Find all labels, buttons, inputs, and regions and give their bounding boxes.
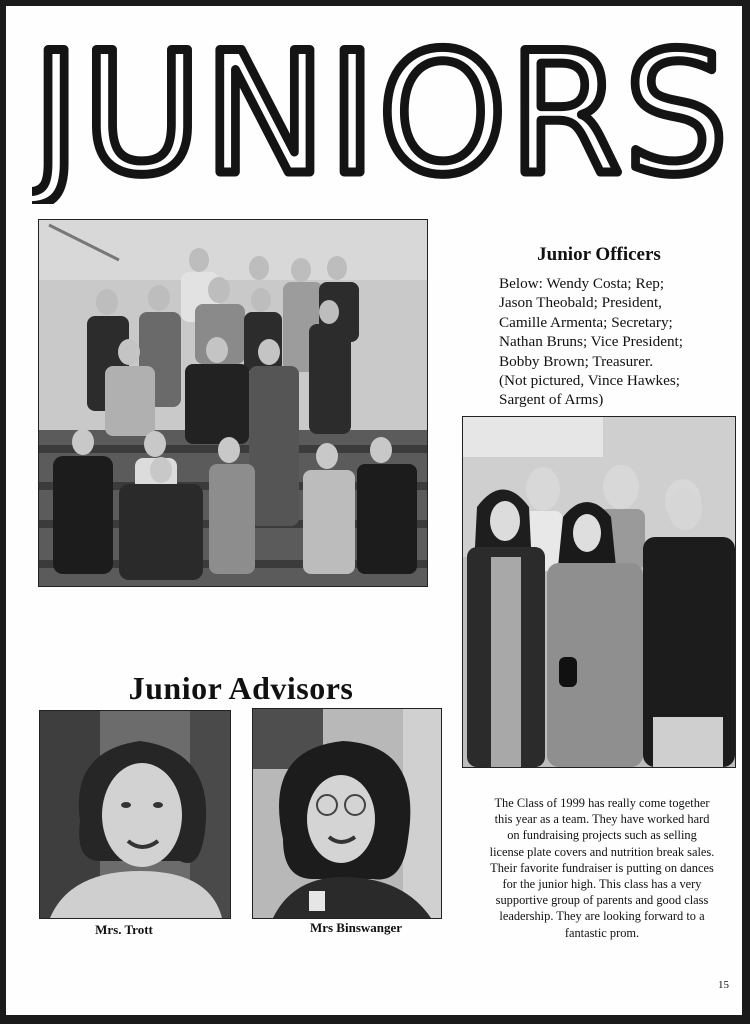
- officers-line: Camille Armenta; Secretary;: [499, 313, 673, 331]
- blurb-line: supportive group of parents and good class: [495, 893, 709, 908]
- blurb-line: fantastic prom.: [564, 925, 640, 940]
- advisor-caption-trott: Mrs. Trott: [95, 922, 153, 937]
- officers-line: Sargent of Arms): [499, 391, 604, 409]
- blurb-line: license plate covers and nutrition break sales.: [489, 844, 715, 859]
- officers-line: Below: Wendy Costa; Rep;: [499, 275, 665, 292]
- officers-photo: [462, 416, 736, 768]
- page-number: 15: [718, 979, 729, 991]
- page-title: [32, 34, 732, 204]
- officers-heading: Junior Officers: [537, 244, 661, 265]
- class-blurb: [468, 795, 736, 941]
- officers-line: (Not pictured, Vince Hawkes;: [499, 372, 681, 390]
- page-title-text: JUNIORS: [32, 34, 731, 204]
- blurb-line: leadership. They are looking forward to a: [499, 909, 705, 924]
- blurb-line: this year as a team. They have worked hard: [494, 812, 710, 827]
- advisor-binswanger-photo: [252, 708, 442, 919]
- advisors-heading: Junior Advisors: [128, 670, 354, 706]
- officers-line: Jason Theobald; President,: [499, 294, 662, 312]
- class-group-photo: [38, 219, 428, 587]
- blurb-line: on fundraising projects such as selling: [507, 828, 697, 843]
- officers-line: Bobby Brown; Treasurer.: [499, 352, 653, 370]
- page-sheet: [6, 6, 742, 1015]
- advisor-caption-binswanger: Mrs Binswanger: [309, 920, 403, 935]
- blurb-line: The Class of 1999 has really come together: [494, 796, 710, 810]
- officers-list: [499, 274, 739, 410]
- blurb-line: Their favorite fundraiser is putting on dances: [490, 860, 714, 875]
- officers-line: Nathan Bruns; Vice President;: [499, 333, 683, 351]
- blurb-line: for the junior high. This class has a very: [502, 877, 702, 892]
- advisor-trott-photo: [39, 710, 231, 919]
